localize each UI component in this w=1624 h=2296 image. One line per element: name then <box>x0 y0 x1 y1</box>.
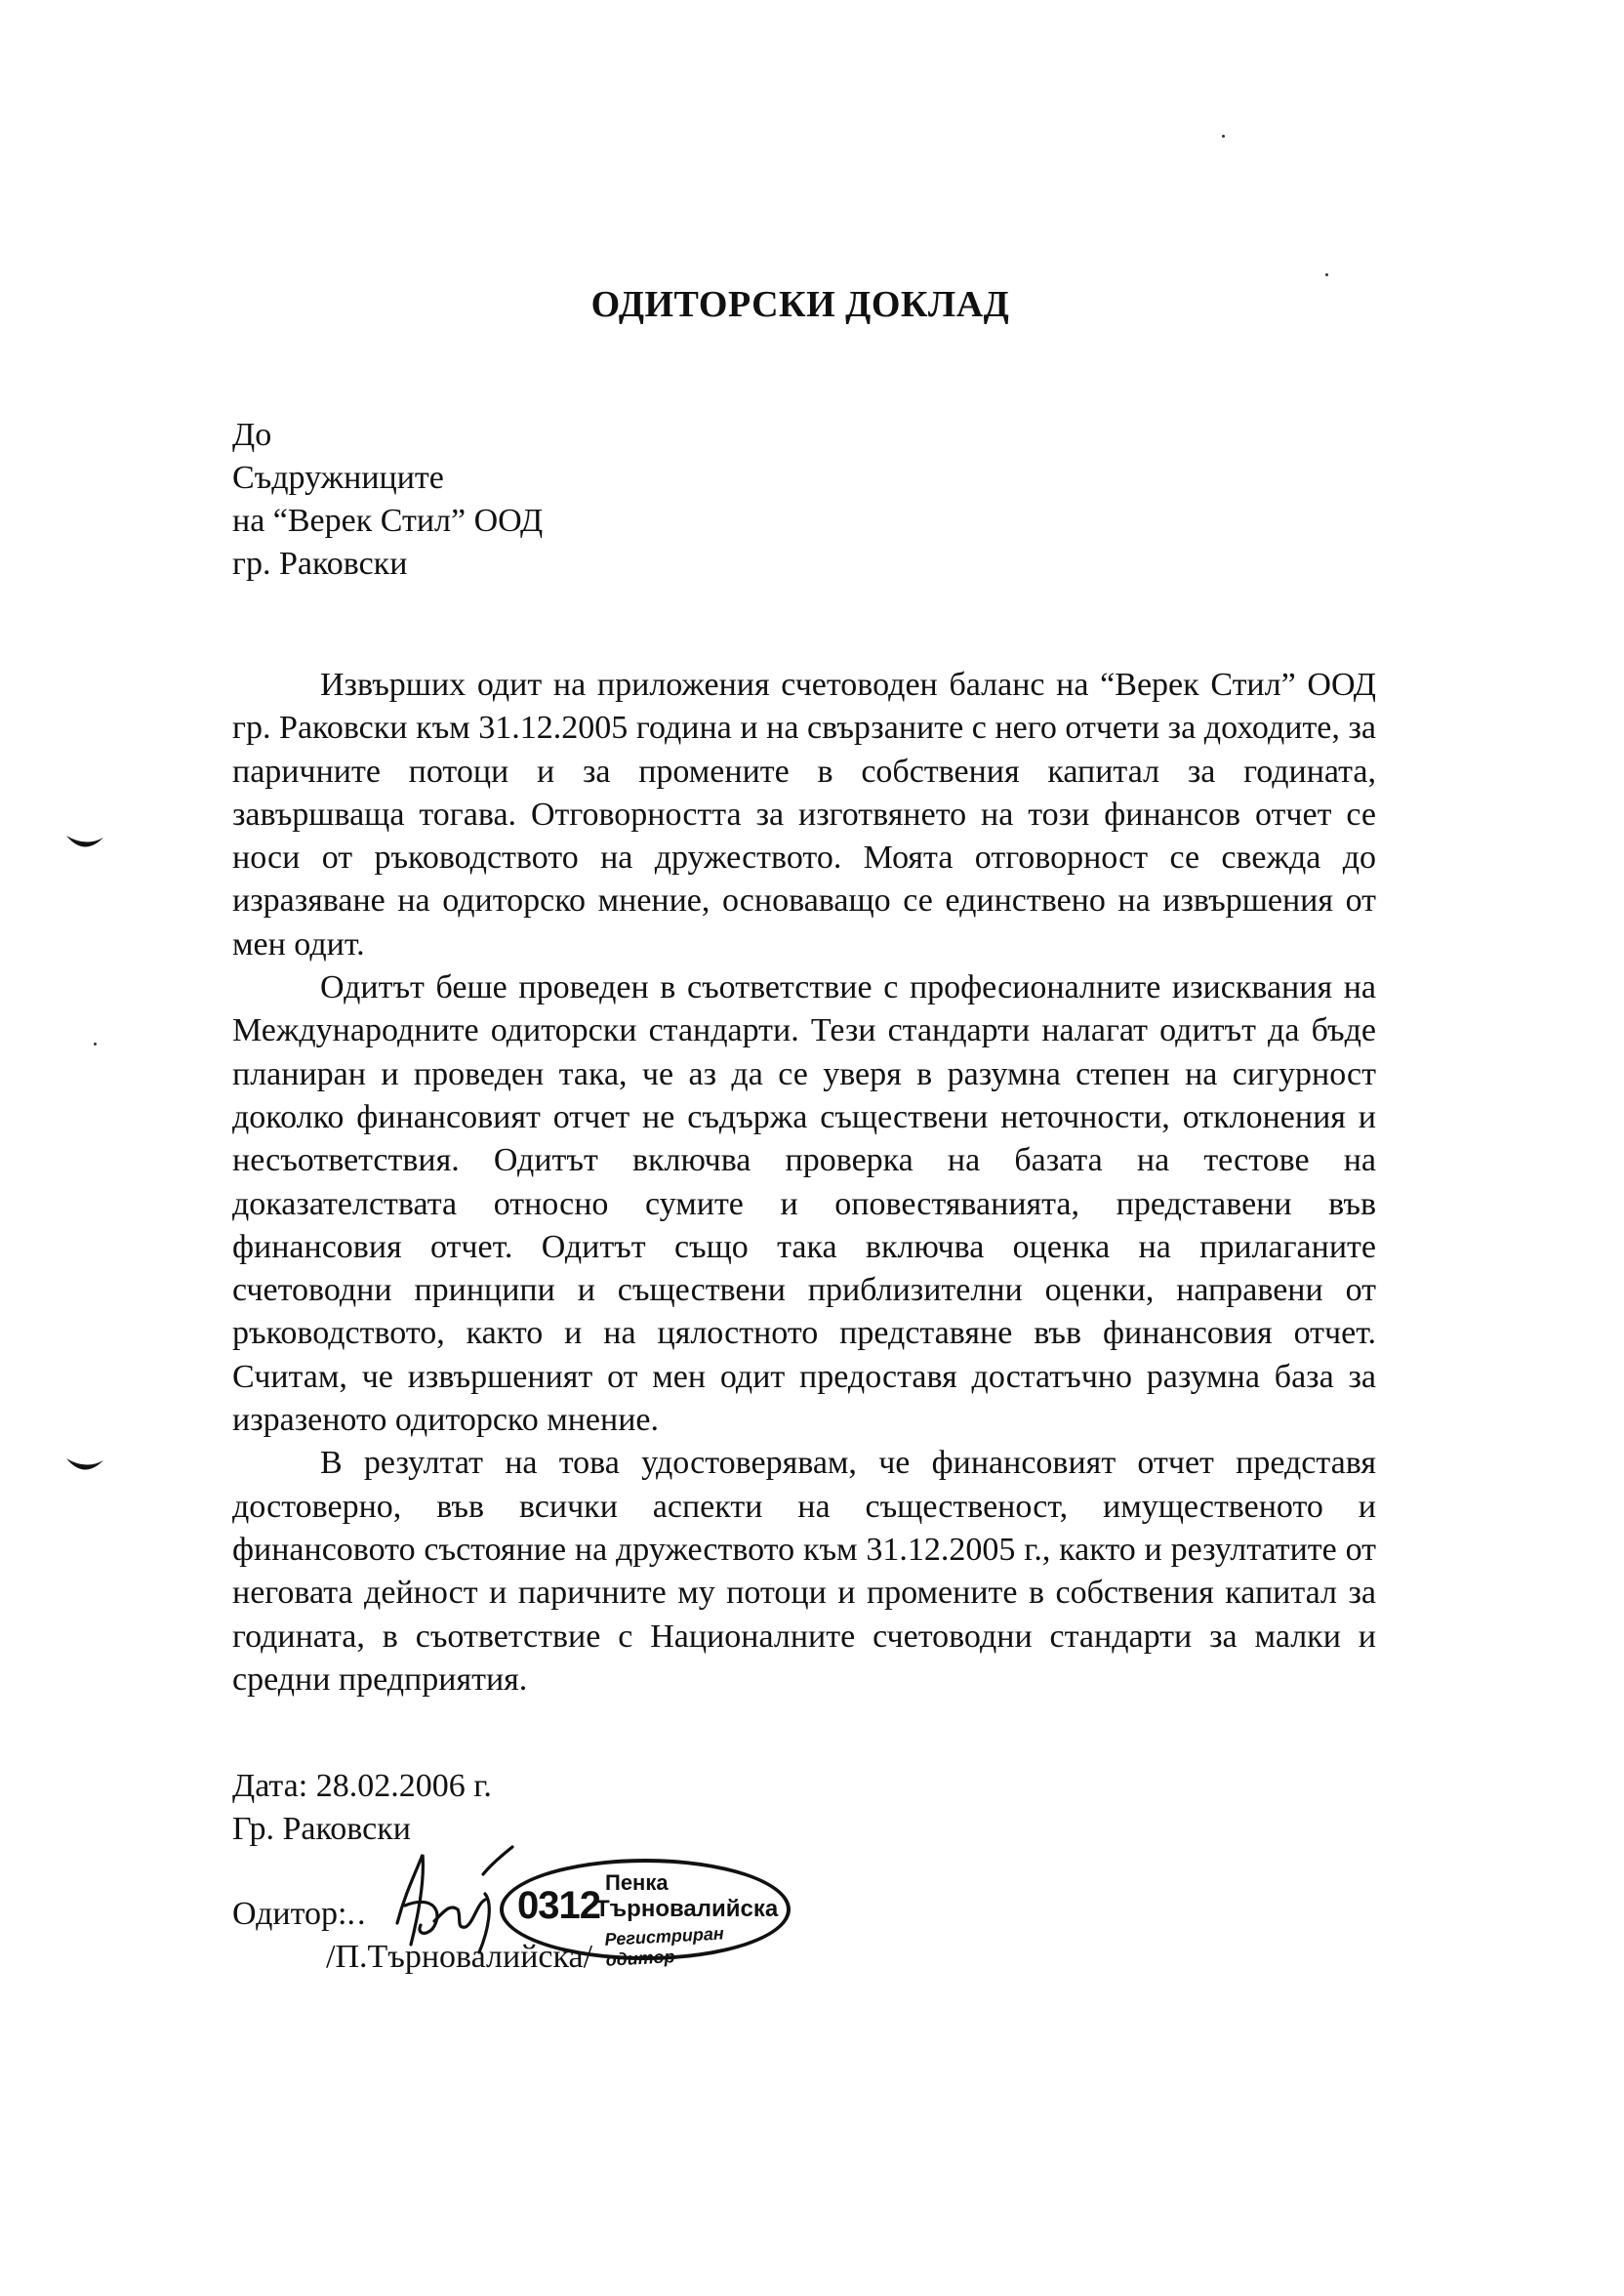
auditor-label: Одитор: <box>232 1896 347 1932</box>
stamp-last-name: Търновалийска <box>595 1896 779 1922</box>
report-body <box>232 664 1376 1702</box>
place-line: Гр. Раковски <box>232 1811 411 1847</box>
auditor-line <box>232 1896 367 1933</box>
document-title: ОДИТОРСКИ ДОКЛАД <box>590 284 1010 325</box>
paragraph-conclusion: В резултат на това удостоверявам, че финансовият отчет представя достоверно, във всички аспекти на същественост, имущественото и финансовото състояние на дружеството към 31.12.2005 г., както и резултатите от неговата дейност и паричните му потоци и промените в собствения капитал за годината, в съответствие с Националните счетоводни стандарти за малки и средни предприятия. <box>232 1445 1376 1698</box>
scan-speck <box>1325 273 1328 276</box>
addressee-line: на “Верек Стил” ООД <box>232 503 544 539</box>
addressee-line: Съдружниците <box>232 460 444 496</box>
auditor-stamp <box>500 1859 791 1970</box>
paragraph-audit-standards: Одитът беше проведен в съответствие с професионалните изисквания на Международните одиторски стандарти. Тези стандарти налагат одитът да бъде планиран и проведен така, че аз да се уверя в разумна степен на сигурност доколко финансовият отчет не съдържа съществени неточности, отклонения и несъответствия. Одитът включва проверка на базата на тестове на доказателствата относно сумите и оповестяванията, представени във финансовия отчет. Одитът също така включва оценка на прилаганите счетоводни принципи и съществени приблизителни оценки, направени от ръководството, както и на цялостното представяне във финансовия отчет. Считам, че извършеният от мен одит предоставя достатъчно разумна база за изразеното одиторско мнение. <box>232 969 1376 1439</box>
auditor-name: /П.Търновалийска/ <box>326 1939 593 1975</box>
addressee-line: гр. Раковски <box>232 546 408 582</box>
scan-speck <box>94 1043 97 1046</box>
stamp-first-name: Пенка <box>605 1870 669 1895</box>
addressee-block <box>232 414 543 586</box>
binder-hole-mark-icon <box>64 832 105 853</box>
binder-hole-mark-icon <box>64 1455 105 1476</box>
stamp-role: Регистриран одитор <box>604 1923 725 1970</box>
paragraph-opinion-scope: Извърших одит на приложения счетоводен баланс на “Верек Стил” ООД гр. Раковски към 31.12.2005 година и на свързаните с него отчети за доходите, за паричните потоци и за промените в собствения капитал за годината, завършваща тогава. Отговорността за изготвянето на този финансов отчет се носи от ръководството на дружеството. Моята отговорност се свежда до изразяване на одиторско мнение, основаващо се единствено на извършения от мен одит. <box>232 667 1376 963</box>
scan-speck <box>1222 135 1225 138</box>
addressee-line: До <box>232 417 272 453</box>
stamp-number: 0312 <box>517 1884 600 1927</box>
date-line: Дата: 28.02.2006 г. <box>232 1768 492 1804</box>
auditor-dots: .. <box>346 1896 368 1932</box>
